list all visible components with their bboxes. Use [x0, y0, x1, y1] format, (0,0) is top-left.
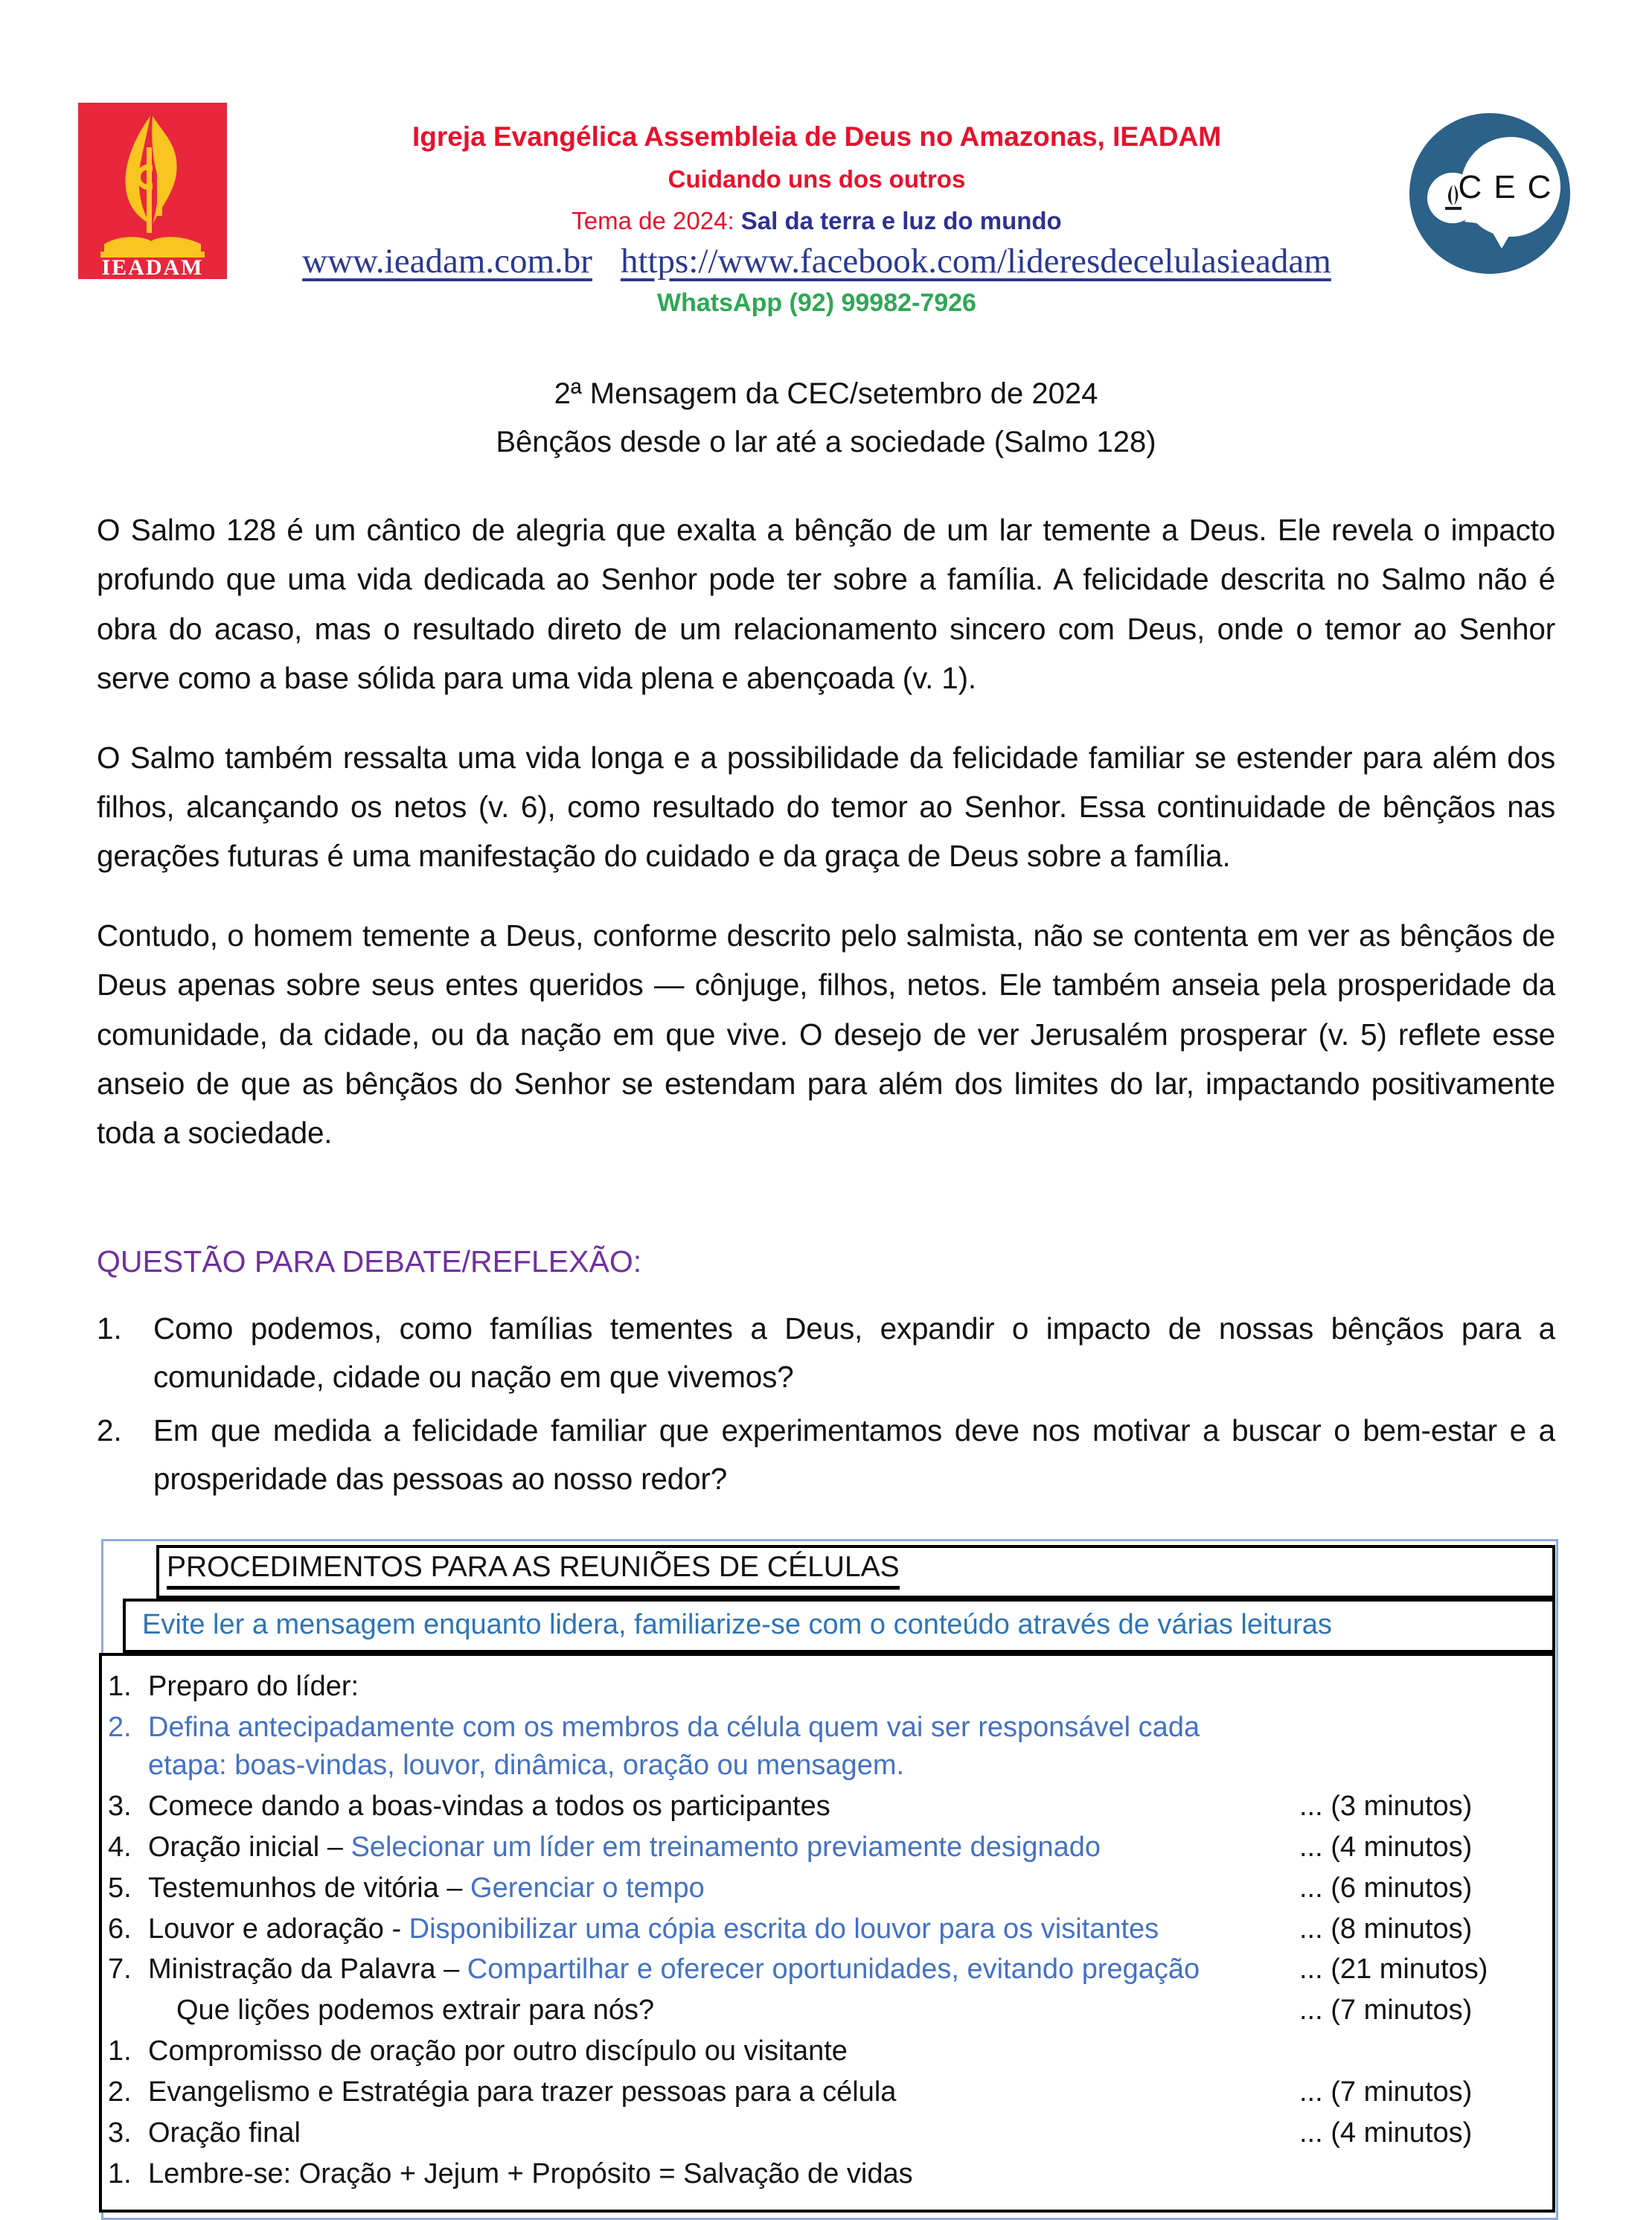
row-number: 3.: [108, 2117, 132, 2149]
row-text: Comece dando a boas-vindas a todos os participantes: [148, 1790, 830, 1822]
row-minutes: ... (6 minutos): [1299, 1872, 1473, 1904]
question-text: Como podemos, como famílias tementes a Deus, expandir o impacto de nossas bênçãos para a comunidade, cidade ou nação em que vivemos?: [153, 1311, 1555, 1394]
row-minutes: ... (4 minutos): [1299, 1831, 1473, 1863]
row-description: [148, 1869, 1299, 1907]
row-text: Testemunhos de vitória –: [148, 1872, 471, 1904]
cec-speech-bubble-icon: [1406, 110, 1574, 278]
row-number: 3.: [108, 1790, 132, 1822]
row-minutes: [1299, 2155, 1545, 2193]
procedures-body-box: [99, 1653, 1555, 2213]
procedure-row: [108, 1668, 1545, 1706]
row-number: 5.: [108, 1872, 132, 1904]
procedure-row: [108, 1788, 1545, 1826]
question-number: 2.: [97, 1413, 122, 1448]
debate-question-list: [97, 1305, 1555, 1503]
paragraph-1: O Salmo 128 é um cântico de alegria que exalta a bênção de um lar temente a Deus. Ele revela o impacto profundo que uma vida dedicada ao Senhor pode ter sobre a família. A felicidade descrita no Salmo não é obra do acaso, mas o resultado direto de um relacionamento sincero com Deus, onde o temor ao Senhor serve como a base sólida para uma vida plena e abençoada (v. 1).: [97, 512, 1555, 696]
procedure-row: [108, 2114, 1545, 2152]
svg-text:CEC: CEC: [1458, 169, 1563, 205]
row-description: [148, 1951, 1299, 1989]
row-text: Oração inicial –: [148, 1831, 351, 1863]
row-number: [108, 1992, 148, 2029]
ieadam-flame-book-icon: [78, 103, 227, 279]
row-number: 7.: [108, 1954, 132, 1986]
row-text-blue: Defina antecipadamente com os membros da célula quem vai ser responsável cada etapa: boas-vindas, louvor, dinâmica, oração ou mensagem.: [148, 1711, 1200, 1781]
row-minutes: ... (7 minutos): [1299, 1995, 1473, 2027]
row-minutes: ... (7 minutos): [1299, 2076, 1473, 2108]
row-description: [148, 1709, 1299, 1785]
row-minutes: [1299, 2032, 1545, 2070]
paragraph-2: O Salmo também ressalta uma vida longa e a possibilidade da felicidade familiar se estender para além dos filhos, alcançando os netos (v. 6), como resultado do temor ao Senhor. Essa continuidade de bênçãos nas gerações futuras é uma manifestação do cuidado e da graça de Deus sobre a família.: [97, 740, 1555, 874]
row-minutes: ... (8 minutos): [1299, 1913, 1473, 1945]
row-number: 2.: [108, 1711, 132, 1743]
row-description: [148, 2073, 1299, 2111]
row-text: Que lições podemos extrair para nós?: [176, 1995, 655, 2027]
procedures-title-box: [156, 1545, 1555, 1599]
row-number: 1.: [108, 1671, 132, 1703]
row-number: 4.: [108, 1831, 132, 1863]
row-minutes: [1299, 1668, 1545, 1706]
row-minutes: ... (4 minutos): [1299, 2117, 1473, 2149]
procedure-row: [108, 2155, 1545, 2193]
procedure-row: [108, 1829, 1545, 1866]
procedure-row: [108, 1910, 1545, 1948]
ieadam-logo: [78, 103, 227, 283]
procedures-note-box: [123, 1599, 1555, 1653]
row-text-blue: Compartilhar e oferecer oportunidades, evitando pregação: [467, 1954, 1200, 1986]
org-tagline: Cuidando uns dos outros: [667, 165, 966, 193]
facebook-link[interactable]: https://www.facebook.com/lideresdecelulasieadam: [620, 242, 1331, 281]
row-number: 1.: [108, 2035, 132, 2067]
links-line: [227, 241, 1406, 281]
question-text: Em que medida a felicidade familiar que experimentamos deve nos motivar a buscar o bem-estar e a prosperidade das pessoas ao nosso redor?: [153, 1413, 1555, 1497]
row-text: Lembre-se: Oração + Jejum + Propósito = Salvação de vidas: [148, 2157, 913, 2189]
row-number: 1.: [108, 2157, 132, 2189]
document-title: [97, 370, 1555, 467]
svg-text:IEADAM: IEADAM: [101, 255, 204, 280]
procedures-note: Evite ler a mensagem enquanto lidera, familiarize-se com o conteúdo através de várias leituras: [142, 1609, 1332, 1641]
whatsapp-number: WhatsApp (92) 99982-7926: [657, 289, 976, 318]
paragraph-3: Contudo, o homem temente a Deus, conforme descrito pelo salmista, não se contenta em ver as bênçãos de Deus apenas sobre seus entes queridos — cônjuge, filhos, netos. Ele também anseia pela prosperidade da comunidade, da cidade, ou da nação em que vive. O desejo de ver Jerusalém prosperar (v. 5) reflete esse anseio de que as bênçãos do Senhor se estendam para além dos limites do lar, impactando positivamente toda a sociedade.: [97, 918, 1555, 1151]
header-text-block: [227, 103, 1406, 318]
document-title-line2: Bênçãos desde o lar até a sociedade (Salmo 128): [496, 426, 1156, 459]
procedure-row: [108, 1951, 1545, 1989]
debate-question-1: [97, 1305, 1555, 1401]
row-text: Oração final: [148, 2117, 301, 2149]
procedure-row-sub: [108, 1992, 1545, 2029]
document-header: [0, 0, 1652, 318]
row-description: [148, 1829, 1299, 1866]
row-number: 2.: [108, 2076, 132, 2108]
theme-line: [227, 207, 1406, 235]
procedure-row: [108, 2032, 1545, 2070]
row-text: Preparo do líder:: [148, 1671, 359, 1703]
row-text: Louvor e adoração -: [148, 1913, 409, 1945]
row-text-blue: Selecionar um líder em treinamento previamente designado: [350, 1831, 1101, 1863]
row-description: [148, 1788, 1299, 1826]
procedures-title: PROCEDIMENTOS PARA AS REUNIÕES DE CÉLULAS: [167, 1551, 900, 1590]
procedures-table: [97, 1545, 1555, 2213]
row-description: [148, 1992, 1299, 2029]
org-name: Igreja Evangélica Assembleia de Deus no Amazonas, IEADAM: [412, 121, 1222, 152]
theme-value: Sal da terra e luz do mundo: [740, 207, 1062, 235]
row-description: [148, 1910, 1299, 1948]
document-title-line1: 2ª Mensagem da CEC/setembro de 2024: [554, 377, 1098, 411]
row-minutes: ... (3 minutos): [1299, 1790, 1473, 1822]
row-text: Evangelismo e Estratégia para trazer pessoas para a célula: [148, 2076, 897, 2108]
row-description: [148, 2155, 1299, 2193]
row-text-blue: Disponibilizar uma cópia escrita do louvor para os visitantes: [409, 1913, 1159, 1945]
website-link[interactable]: www.ieadam.com.br: [302, 242, 592, 281]
theme-label: Tema de 2024:: [572, 207, 741, 235]
row-text: Ministração da Palavra –: [148, 1954, 467, 1986]
row-description: [148, 2032, 1299, 2070]
debate-heading: QUESTÃO PARA DEBATE/REFLEXÃO:: [97, 1244, 642, 1279]
row-text: Compromisso de oração por outro discípulo ou visitante: [148, 2035, 848, 2067]
row-text-blue: Gerenciar o tempo: [470, 1872, 705, 1904]
debate-question-2: [97, 1407, 1555, 1503]
cec-logo: [1406, 110, 1574, 281]
procedure-row: [108, 2073, 1545, 2111]
procedure-row: [108, 1869, 1545, 1907]
row-description: [148, 1668, 1299, 1706]
procedure-row: [108, 1709, 1545, 1785]
question-number: 1.: [97, 1311, 122, 1346]
row-minutes: [1299, 1709, 1545, 1785]
row-description: [148, 2114, 1299, 2152]
row-number: 6.: [108, 1913, 132, 1945]
row-minutes: ... (21 minutos): [1299, 1954, 1488, 1986]
